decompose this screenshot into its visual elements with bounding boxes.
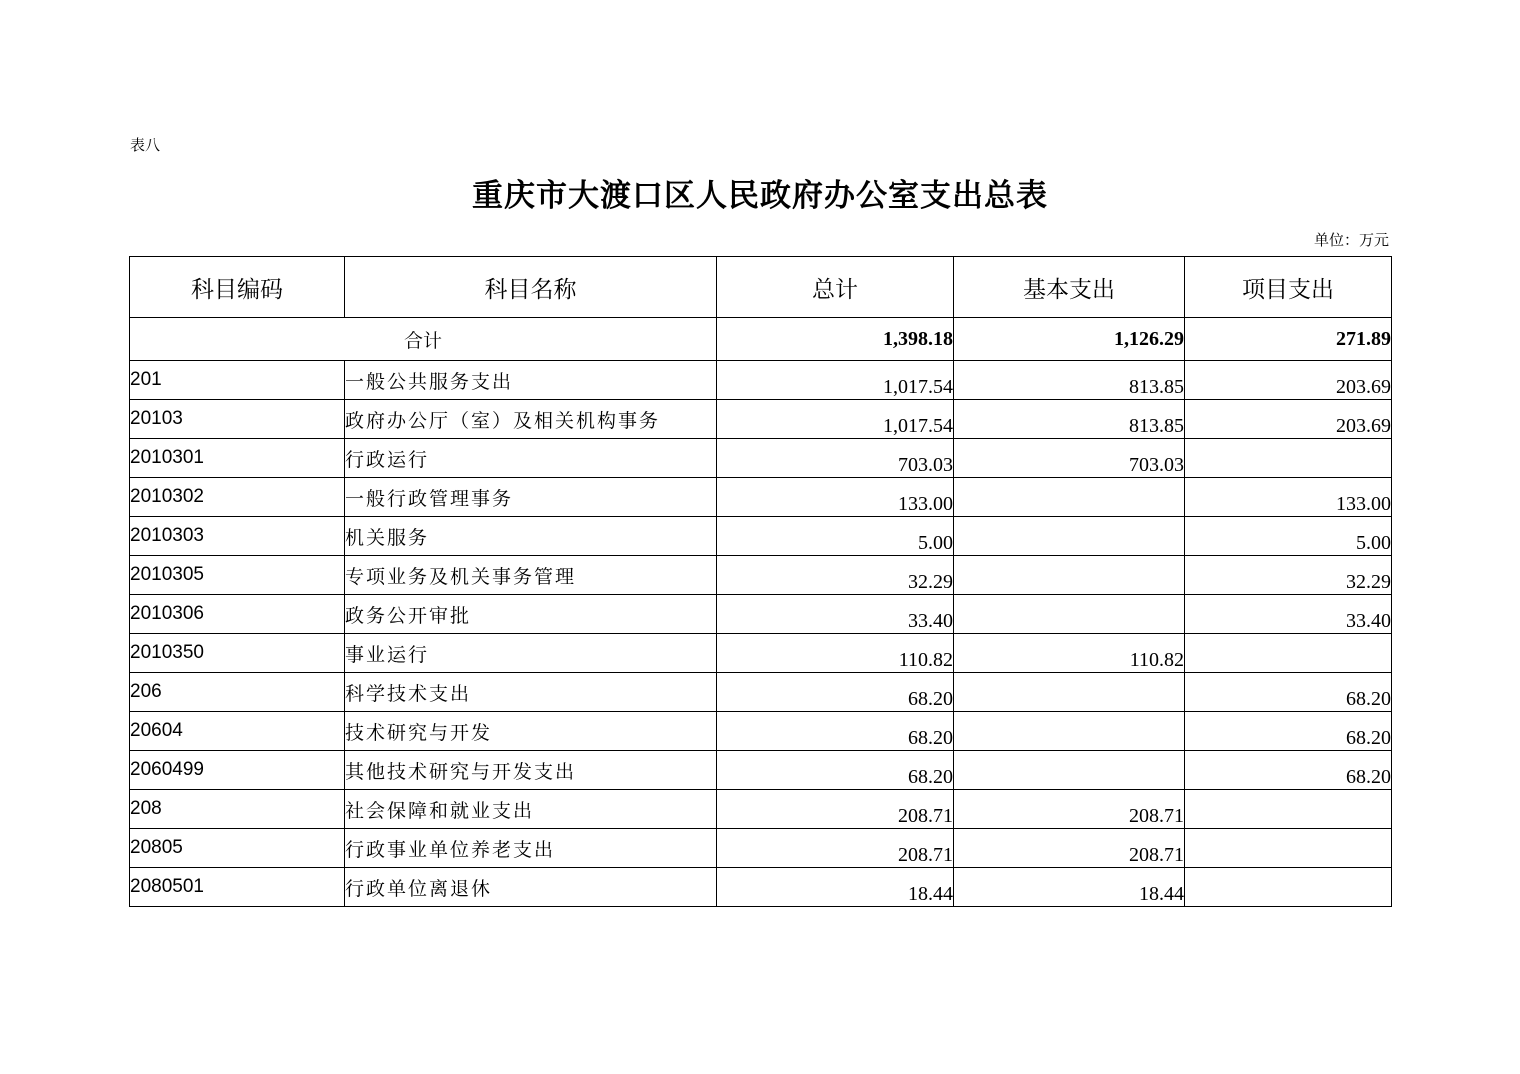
table-header-row	[130, 257, 1392, 318]
cell-project	[1185, 829, 1392, 868]
table-row	[130, 439, 1392, 478]
cell-name: 其他技术研究与开发支出	[345, 751, 717, 790]
cell-code: 206	[130, 673, 345, 712]
cell-code: 2010350	[130, 634, 345, 673]
cell-basic: 208.71	[954, 790, 1185, 829]
cell-code: 20604	[130, 712, 345, 751]
cell-name: 社会保障和就业支出	[345, 790, 717, 829]
column-header-basic: 基本支出	[954, 257, 1185, 318]
cell-basic: 813.85	[954, 361, 1185, 400]
cell-total: 208.71	[717, 790, 954, 829]
cell-project	[1185, 439, 1392, 478]
cell-name: 事业运行	[345, 634, 717, 673]
table-row	[130, 361, 1392, 400]
cell-total: 18.44	[717, 868, 954, 907]
cell-name: 政务公开审批	[345, 595, 717, 634]
cell-project	[1185, 868, 1392, 907]
table-row	[130, 556, 1392, 595]
cell-basic: 703.03	[954, 439, 1185, 478]
total-project: 271.89	[1185, 318, 1392, 361]
cell-total: 5.00	[717, 517, 954, 556]
cell-project: 5.00	[1185, 517, 1392, 556]
cell-basic	[954, 478, 1185, 517]
cell-name: 专项业务及机关事务管理	[345, 556, 717, 595]
cell-code: 20103	[130, 400, 345, 439]
cell-code: 2010306	[130, 595, 345, 634]
document-title: 重庆市大渡口区人民政府办公室支出总表	[472, 178, 1048, 214]
table-row	[130, 868, 1392, 907]
cell-total: 703.03	[717, 439, 954, 478]
cell-code: 2060499	[130, 751, 345, 790]
cell-total: 68.20	[717, 673, 954, 712]
cell-basic: 110.82	[954, 634, 1185, 673]
cell-total: 32.29	[717, 556, 954, 595]
unit-label: 单位：万元	[1313, 231, 1389, 249]
cell-code: 2010303	[130, 517, 345, 556]
expenditure-table	[129, 256, 1392, 907]
cell-name: 行政事业单位养老支出	[345, 829, 717, 868]
cell-project: 33.40	[1185, 595, 1392, 634]
cell-code: 20805	[130, 829, 345, 868]
cell-basic	[954, 595, 1185, 634]
cell-name: 政府办公厅（室）及相关机构事务	[345, 400, 717, 439]
cell-total: 33.40	[717, 595, 954, 634]
cell-basic: 18.44	[954, 868, 1185, 907]
cell-name: 技术研究与开发	[345, 712, 717, 751]
table-row	[130, 595, 1392, 634]
table-label: 表八	[130, 136, 161, 154]
cell-project	[1185, 790, 1392, 829]
table-row	[130, 634, 1392, 673]
cell-basic	[954, 751, 1185, 790]
column-header-code: 科目编码	[130, 257, 345, 318]
cell-project: 133.00	[1185, 478, 1392, 517]
cell-total: 110.82	[717, 634, 954, 673]
cell-name: 机关服务	[345, 517, 717, 556]
total-label: 合计	[130, 318, 717, 361]
column-header-name: 科目名称	[345, 257, 717, 318]
column-header-project: 项目支出	[1185, 257, 1392, 318]
column-header-total: 总计	[717, 257, 954, 318]
cell-project: 203.69	[1185, 361, 1392, 400]
cell-code: 2080501	[130, 868, 345, 907]
table-row	[130, 751, 1392, 790]
cell-code: 2010301	[130, 439, 345, 478]
cell-project	[1185, 634, 1392, 673]
table-row	[130, 790, 1392, 829]
table-row	[130, 517, 1392, 556]
total-row	[130, 318, 1392, 361]
cell-name: 一般行政管理事务	[345, 478, 717, 517]
cell-total: 68.20	[717, 712, 954, 751]
cell-total: 1,017.54	[717, 400, 954, 439]
cell-code: 2010305	[130, 556, 345, 595]
cell-name: 一般公共服务支出	[345, 361, 717, 400]
cell-project: 32.29	[1185, 556, 1392, 595]
total-basic: 1,126.29	[954, 318, 1185, 361]
cell-total: 68.20	[717, 751, 954, 790]
table-row	[130, 829, 1392, 868]
table-row	[130, 400, 1392, 439]
cell-project: 68.20	[1185, 712, 1392, 751]
cell-basic	[954, 673, 1185, 712]
table-row	[130, 673, 1392, 712]
cell-project: 68.20	[1185, 751, 1392, 790]
cell-code: 201	[130, 361, 345, 400]
total-sum: 1,398.18	[717, 318, 954, 361]
cell-project: 68.20	[1185, 673, 1392, 712]
table-row	[130, 712, 1392, 751]
cell-total: 133.00	[717, 478, 954, 517]
cell-name: 行政单位离退休	[345, 868, 717, 907]
cell-name: 科学技术支出	[345, 673, 717, 712]
cell-project: 203.69	[1185, 400, 1392, 439]
cell-basic	[954, 517, 1185, 556]
cell-basic: 208.71	[954, 829, 1185, 868]
cell-basic	[954, 556, 1185, 595]
cell-code: 2010302	[130, 478, 345, 517]
cell-code: 208	[130, 790, 345, 829]
table-row	[130, 478, 1392, 517]
cell-basic	[954, 712, 1185, 751]
cell-total: 1,017.54	[717, 361, 954, 400]
cell-total: 208.71	[717, 829, 954, 868]
cell-basic: 813.85	[954, 400, 1185, 439]
cell-name: 行政运行	[345, 439, 717, 478]
